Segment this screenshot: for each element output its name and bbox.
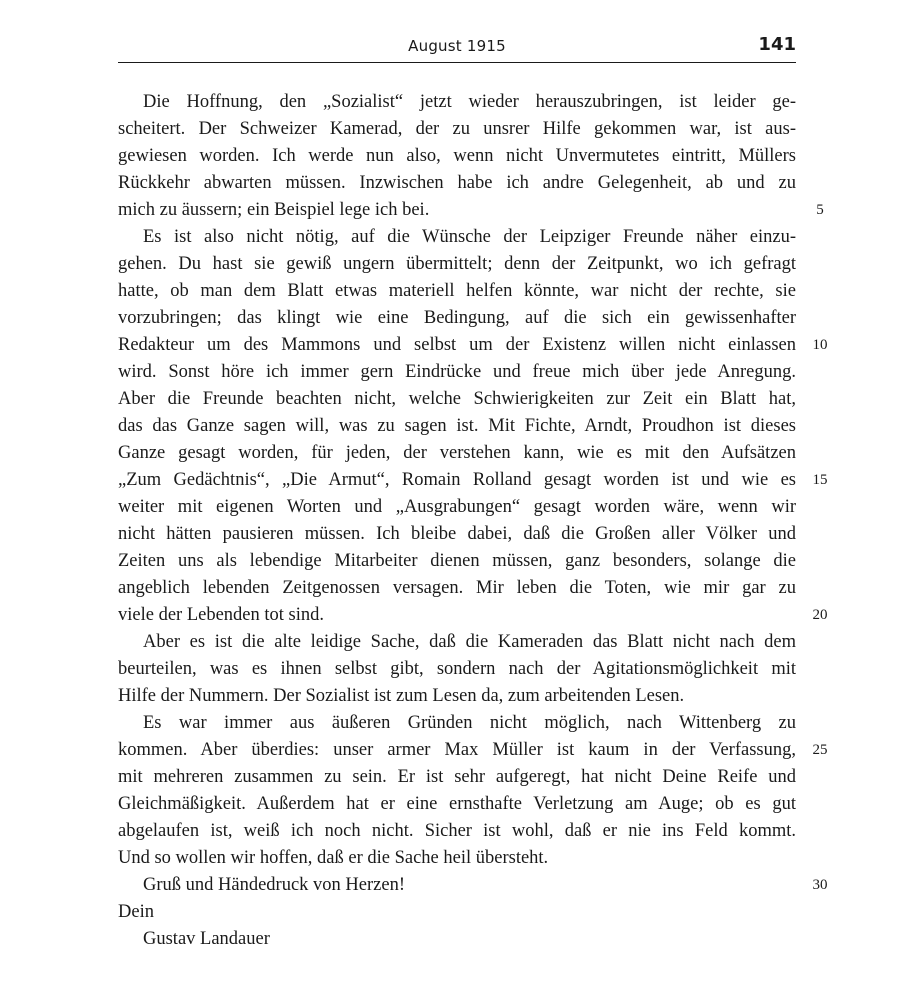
text-line: abgelaufen ist, weiß ich noch nicht. Sicher ist wohl, daß er nie ins Feld kommt. [118, 821, 796, 841]
closing-line: Gruß und Händedruck von Herzen! [143, 875, 405, 895]
text-line: nicht hätten pausieren müssen. Ich bleibe dabei, daß die Großen aller Völker und [118, 524, 796, 544]
page-header [118, 34, 796, 63]
running-head: August 1915 [408, 37, 506, 55]
line-number: 15 [812, 472, 828, 488]
text-line: kommen. Aber überdies: unser armer Max Müller ist kaum in der Verfassung, [118, 740, 796, 760]
text-line: angeblich lebenden Zeitgenossen versagen. Mir leben die Toten, wie mir gar zu [118, 578, 796, 598]
text-line: Die Hoffnung, den „Sozialist“ jetzt wieder herauszubringen, ist leider ge- [143, 92, 796, 112]
text-line: Ganze gesagt worden, für jeden, der verstehen kann, wie es mit den Aufsätzen [118, 443, 796, 463]
text-line: Gleichmäßigkeit. Außerdem hat er eine ernsthafte Verletzung am Auge; ob es gut [118, 794, 796, 814]
text-line: Aber die Freunde beachten nicht, welche Schwierigkeiten zur Zeit ein Blatt hat, [118, 389, 796, 409]
letter-body [118, 89, 796, 953]
signature-line: Gustav Landauer [143, 929, 270, 949]
text-line: wird. Sonst höre ich immer gern Eindrücke und freue mich über jede Anregung. [118, 362, 796, 382]
line-number: 30 [812, 877, 828, 893]
text-line: Und so wollen wir hoffen, daß er die Sache heil übersteht. [118, 848, 549, 868]
text-line: vorzubringen; das klingt wie eine Bedingung, auf die sich ein gewissenhafter [118, 308, 796, 328]
text-line: Es war immer aus äußeren Gründen nicht möglich, nach Wittenberg zu [143, 713, 796, 733]
line-number: 25 [812, 742, 828, 758]
text-line: gewiesen worden. Ich werde nun also, wenn nicht Unvermutetes eintritt, Müllers [118, 146, 796, 166]
salutation-line: Dein [118, 902, 154, 922]
page-number: 141 [758, 34, 796, 55]
line-number: 10 [812, 337, 828, 353]
text-line: Aber es ist die alte leidige Sache, daß die Kameraden das Blatt nicht nach dem [143, 632, 796, 652]
text-line: scheitert. Der Schweizer Kamerad, der zu unsrer Hilfe gekommen war, ist aus- [118, 119, 796, 139]
text-line: Es ist also nicht nötig, auf die Wünsche der Leipziger Freunde näher einzu- [143, 227, 796, 247]
text-line: Rückkehr abwarten müssen. Inzwischen habe ich andre Gelegenheit, ab und zu [118, 173, 796, 193]
text-line: mich zu äussern; ein Beispiel lege ich bei. [118, 200, 430, 220]
text-line: Hilfe der Nummern. Der Sozialist ist zum Lesen da, zum arbeitenden Lesen. [118, 686, 685, 706]
text-line: weiter mit eigenen Worten und „Ausgrabungen“ gesagt worden wäre, wenn wir [118, 497, 796, 517]
text-line: „Zum Gedächtnis“, „Die Armut“, Romain Rolland gesagt worden ist und wie es [118, 470, 796, 490]
text-line: gehen. Du hast sie gewiß ungern übermittelt; denn der Zeitpunkt, wo ich gefragt [118, 254, 796, 274]
text-line: Zeiten uns als lebendige Mitarbeiter dienen müssen, ganz besonders, solange die [118, 551, 796, 571]
text-line: hatte, ob man dem Blatt etwas materiell helfen könnte, war nicht der rechte, sie [118, 281, 796, 301]
text-line: beurteilen, was es ihnen selbst gibt, sondern nach der Agitationsmöglichkeit mit [118, 659, 796, 679]
line-number: 20 [812, 607, 828, 623]
text-line: Redakteur um des Mammons und selbst um der Existenz willen nicht einlassen [118, 335, 796, 355]
text-line: viele der Lebenden tot sind. [118, 605, 325, 625]
line-number: 5 [816, 202, 824, 218]
text-line: das das Ganze sagen will, was zu sagen ist. Mit Fichte, Arndt, Proudhon ist dieses [118, 416, 796, 436]
text-line: mit mehreren zusammen zu sein. Er ist sehr aufgeregt, hat nicht Deine Reife und [118, 767, 796, 787]
